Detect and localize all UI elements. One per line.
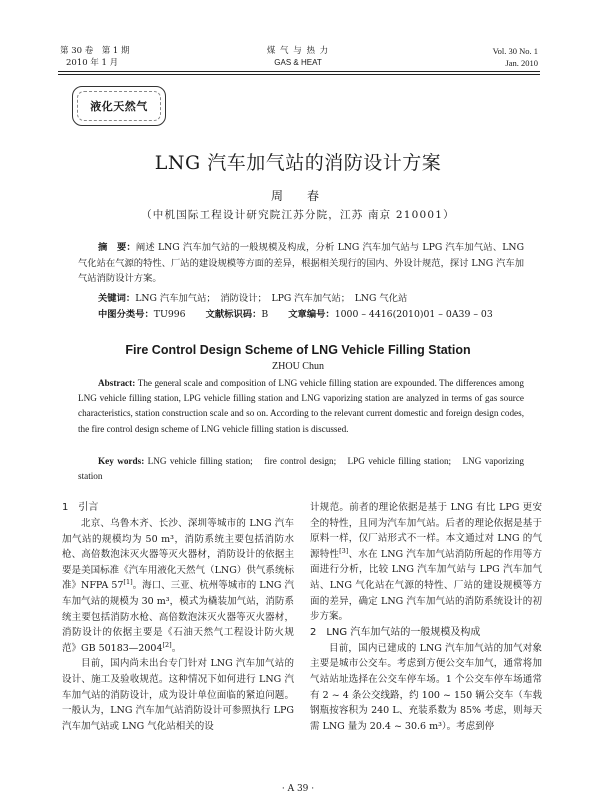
section-2-paragraph: 目前，国内已建成的 LNG 汽车加气站的加气对象主要是城市公交车。考虑到方便公交车加气，通常将加气站站址选择在公交车停车场。1 个公交车停车场通常有 2 ~ 4 条公交线路，约 100 ~ 150 辆公交车（车载钢瓶按容积为 240 L、充装系数为 85% 考虑，则每天需 LNG 量为 20.4 ~ 30.6 m³）。考虑到停 xyxy=(310,642,542,732)
article-no-value: 1000 – 4416(2010)01 – 0A39 – 03 xyxy=(334,309,493,320)
header-date-en: Jan. 2010 xyxy=(505,58,538,68)
header-volume-issue: 第 30 卷 第 1 期 xyxy=(60,46,130,56)
intro-paragraph-1 xyxy=(62,516,294,656)
author-cn: 周 春 xyxy=(270,189,325,203)
classification-line xyxy=(98,307,493,323)
right-column xyxy=(310,500,542,734)
clc-value: TU996 xyxy=(153,309,186,320)
author-en: ZHOU Chun xyxy=(272,361,324,372)
header-vol-no-en: Vol. 30 No. 1 xyxy=(492,46,538,56)
doc-code-value: B xyxy=(261,309,269,320)
citation-1: [1] xyxy=(123,578,133,587)
abstract-cn xyxy=(78,240,524,287)
intro-p1-text: 北京、乌鲁木齐、长沙、深圳等城市的 LNG 汽车加气站的规模均为 50 m³，消防系统主要包括消防水枪、高倍数泡沫灭火器等灭火器材，消防设计的依据主要是美国标准《汽车用液化天然气（LNG）供气系统标准》NFPA 57 xyxy=(62,518,294,592)
keywords-en xyxy=(78,454,524,484)
article-no-label: 文章编号： xyxy=(288,309,335,320)
page-number: · A 39 · xyxy=(281,784,315,794)
article-title-en: Fire Control Design Scheme of LNG Vehicle Filling Station xyxy=(125,343,471,357)
intro-paragraph-3 xyxy=(310,500,542,625)
keywords-cn xyxy=(98,291,407,307)
keywords-cn-label: 关键词： xyxy=(98,293,136,304)
intro-p1-tail: 。海口、三亚、杭州等城市的 LNG 汽车加气站的规模为 30 m³，模式为橇装加气站，消防系统主要包括消防水枪、高倍数泡沫灭火器等灭火器材，消防设计的依据主要是《石油天然气工程设计防火规范》GB 50183—2004 xyxy=(62,580,294,654)
header-journal-en: GAS & HEAT xyxy=(274,58,322,67)
abstract-en-label: Abstract: xyxy=(98,378,136,388)
intro-p3-text: 计规范。前者的理论依据是基于 LNG 有比 LPG 更安全的特性，且同为汽车加气站。后者的理论依据是基于原料一样，仅厂站形式不一样。本文通过对 LNG 的气源特性 xyxy=(310,502,542,560)
section-2-heading: 2 LNG 汽车加气站的一般规模及构成 xyxy=(310,626,481,638)
section-1-heading: 1 引言 xyxy=(62,502,99,513)
abstract-cn-label: 摘 要： xyxy=(98,242,136,253)
clc-label: 中图分类号： xyxy=(98,309,154,320)
header-rule-bottom xyxy=(58,74,540,75)
article-title-cn: LNG 汽车加气站的消防设计方案 xyxy=(154,152,442,174)
keywords-cn-text: LNG 汽车加气站； 消防设计； LPG 汽车加气站； LNG 气化站 xyxy=(135,293,408,304)
intro-p1-end: 。 xyxy=(171,642,182,654)
header-journal-cn: 煤 气 与 热 力 xyxy=(266,46,330,56)
left-column xyxy=(62,500,294,734)
affiliation-cn: （中机国际工程设计研究院江苏分院，江苏 南京 210001） xyxy=(141,209,455,221)
citation-2: [2] xyxy=(162,640,172,649)
category-label: 液化天然气 xyxy=(77,91,161,121)
category-badge xyxy=(72,86,166,126)
keywords-en-label: Key words: xyxy=(98,456,145,466)
intro-paragraph-2: 目前，国内尚未出台专门针对 LNG 汽车加气站的设计、施工及验收规范。这种情况下如何进行 LNG 汽车加气站的消防设计，成为设计单位面临的紧迫问题。一般认为，LNG 汽车加气站消防设计可参照执行 LPG 汽车加气站或 LNG 气化站相关的设 xyxy=(62,658,294,732)
keywords-en-text: LNG vehicle filling station; fire control design; LPG vehicle filling station; LNG vaporizing station xyxy=(78,456,525,482)
header-rule-top xyxy=(58,71,540,72)
abstract-en xyxy=(78,376,524,437)
intro-p3-tail: 、水在 LNG 汽车加气站消防所起的作用等方面进行分析，比较 LNG 汽车加气站与 LPG 汽车加气站、LNG 气化站在气源的特性、厂站的建设规模等方面的差异，确定 LNG 汽车加气站的消防系统设计的初步方案。 xyxy=(310,548,542,623)
abstract-en-text: The general scale and composition of LNG vehicle filling station are expounded. The differences among LNG vehicle filling station, LPG vehicle filling station and LNG vaporizing station are analyzed in terms of gas source characteristics, station construction scale and so on. According to the relevant current domestic and foreign design codes, the fire control design scheme of LNG vehicle filling station is discussed. xyxy=(78,378,524,434)
citation-3: [3] xyxy=(339,546,349,555)
doc-code-label: 文献标识码： xyxy=(205,309,262,320)
header-date-cn: 2010 年 1 月 xyxy=(66,58,119,68)
abstract-cn-text: 阐述 LNG 汽车加气站的一般规模及构成，分析 LNG 汽车加气站与 LPG 汽车加气站、LNG 气化站在气源的特性、厂站的建设规模等方面的差异，根据相关现行的国内、外设计规范，探讨 LNG 汽车加气站消防设计方案。 xyxy=(78,242,525,284)
